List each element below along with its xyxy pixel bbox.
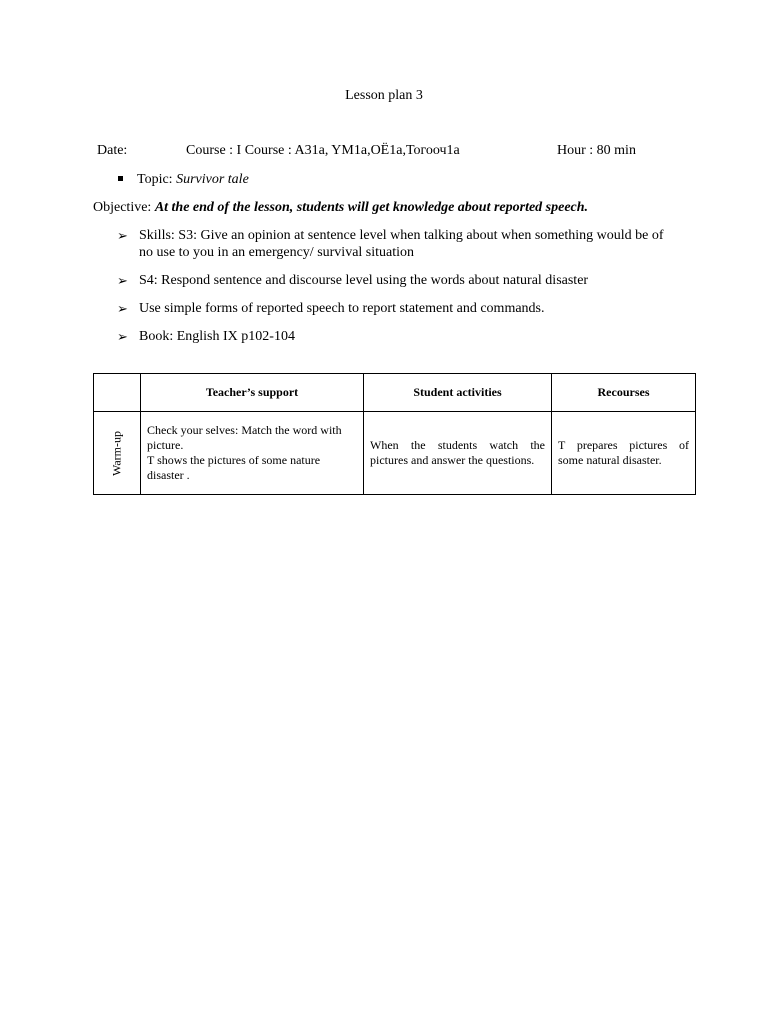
topic-value: Survivor tale: [176, 172, 249, 187]
objective-value: At the end of the lesson, students will get knowledge about reported speech.: [154, 200, 589, 215]
stage-cell: [94, 412, 141, 495]
objective-label: Objective:: [93, 200, 155, 215]
list-item: [117, 227, 677, 261]
page-title: Lesson plan 3: [345, 88, 423, 103]
lesson-plan-table: [93, 373, 696, 495]
table-header-row: [94, 374, 696, 412]
objectives-list: [117, 227, 677, 356]
arrow-bullet-icon: ➢: [117, 273, 128, 288]
topic-label: Topic:: [137, 172, 177, 187]
header-stage-cell: [94, 374, 141, 412]
list-item-text: Book: English IX p102-104: [139, 329, 295, 344]
objective-line: [93, 200, 588, 216]
arrow-bullet-icon: ➢: [117, 301, 128, 316]
teacher-support-text: Check your selves: Match the word with picture. T shows the pictures of some nature disaster .: [147, 423, 342, 482]
date-label: Date:: [97, 143, 128, 158]
list-item-text: Skills: S3: Give an opinion at sentence level when talking about when something would be of no use to you in an emergency/ survival situation: [139, 228, 664, 260]
arrow-bullet-icon: ➢: [117, 329, 128, 344]
list-item: [117, 300, 677, 317]
header-recourses: Recourses: [552, 374, 696, 412]
student-activities-cell: [364, 412, 552, 495]
list-item: [117, 272, 677, 289]
resources-text: T prepares pictures of some natural disaster.: [558, 438, 689, 467]
list-item-text: Use simple forms of reported speech to report statement and commands.: [139, 301, 545, 316]
teacher-support-cell: [141, 412, 364, 495]
topic-line: [118, 172, 249, 188]
course-info: Course : I Course : A31a, YM1a,OË1a,Тогооч1a: [186, 143, 460, 158]
stage-label: Warm-up: [109, 430, 124, 476]
arrow-bullet-icon: ➢: [117, 228, 128, 243]
hour-info: Hour : 80 min: [557, 143, 636, 158]
list-item-text: S4: Respond sentence and discourse level using the words about natural disaster: [139, 273, 589, 288]
resources-cell: [552, 412, 696, 495]
table-row: [94, 412, 696, 495]
header-teacher-support: Teacher’s support: [141, 374, 364, 412]
square-bullet-icon: [118, 176, 123, 181]
student-activities-text: When the students watch the pictures and answer the questions.: [370, 438, 545, 467]
list-item: [117, 328, 677, 345]
header-student-activities: Student activities: [364, 374, 552, 412]
